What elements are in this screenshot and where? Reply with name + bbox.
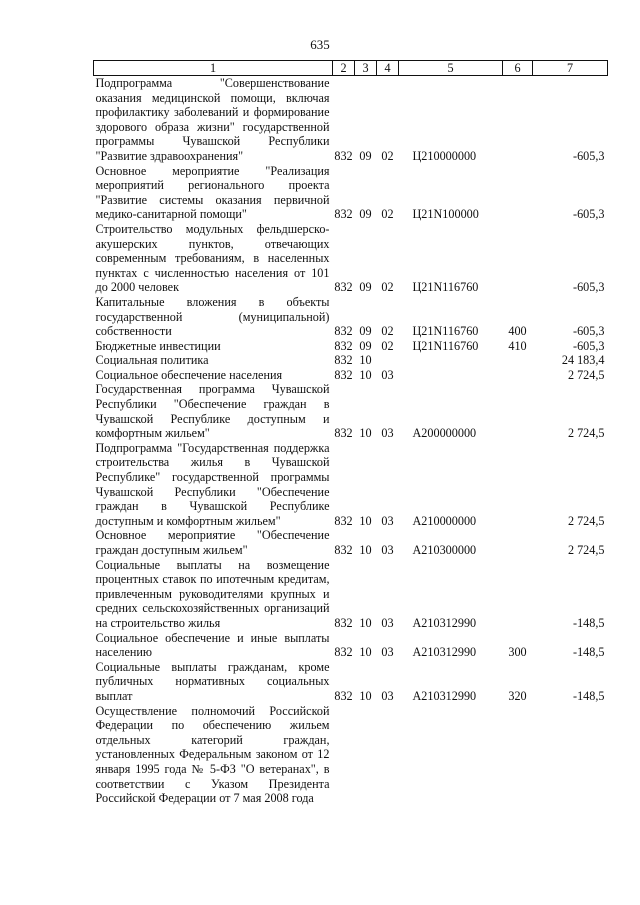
subsection-code-cell: 03 [381, 645, 394, 660]
expense-type-code-cell [503, 353, 533, 368]
amount-cell: -148,5 [573, 688, 605, 703]
grbs-code-cell: 832 [334, 280, 353, 295]
expense-type-code-cell: 320 [508, 688, 527, 703]
table-row [94, 382, 608, 440]
page-number: 635 [310, 37, 330, 52]
section-code-cell: 10 [359, 688, 372, 703]
amount-cell: -148,5 [573, 645, 605, 660]
subsection-code-cell: 03 [381, 688, 394, 703]
grbs-code-cell: 832 [334, 688, 353, 703]
section-code-cell: 10 [359, 513, 372, 528]
subsection-code-cell: 02 [381, 148, 394, 163]
grbs-code-cell: 832 [334, 615, 353, 630]
target-article-code-cell: A210312990 [412, 688, 477, 703]
expense-type-code-cell [503, 528, 533, 557]
amount-cell: 24 183,4 [561, 353, 605, 368]
target-article-code-cell [399, 353, 503, 368]
section-code-cell: 09 [359, 324, 372, 339]
grbs-code-cell: 832 [334, 645, 353, 660]
amount-cell: -605,3 [573, 148, 605, 163]
table-row [94, 339, 608, 354]
table-row [94, 222, 608, 295]
target-article-code-cell [399, 368, 503, 383]
table-row [94, 164, 608, 222]
target-article-code-cell: A210300000 [412, 543, 477, 557]
grbs-code-cell: 832 [334, 148, 353, 163]
subsection-code-cell: 03 [381, 615, 394, 630]
expense-type-code-cell [503, 441, 533, 529]
subsection-code-cell: 02 [381, 280, 394, 295]
row-name-cell: Капитальные вложения в объекты государственной (муниципальной) собственности [95, 294, 330, 339]
column-header: 2 [333, 61, 355, 76]
expense-type-code-cell [503, 76, 533, 164]
target-article-code-cell: A210312990 [412, 645, 477, 660]
table-header-row [94, 61, 608, 76]
column-header: 6 [503, 61, 533, 76]
table-row [94, 528, 608, 557]
amount-cell: 2 724,5 [567, 426, 605, 441]
row-name-cell: Социальные выплаты гражданам, кроме публичных нормативных социальных выплат [95, 659, 330, 703]
row-name-cell: Бюджетные инвестиции [95, 338, 221, 353]
target-article-code-cell: Ц21N100000 [412, 207, 479, 222]
expense-type-code-cell [503, 368, 533, 383]
subsection-code-cell: 02 [381, 207, 394, 222]
table-row [94, 368, 608, 383]
section-code-cell: 09 [359, 280, 372, 295]
target-article-code-cell: Ц210000000 [412, 148, 477, 163]
amount-cell: -605,3 [573, 338, 605, 353]
target-article-code-cell: Ц21N116760 [412, 338, 479, 353]
grbs-code-cell: 832 [334, 338, 353, 353]
table-row [94, 704, 608, 806]
amount-cell: -605,3 [573, 324, 605, 339]
target-article-code-cell: A210000000 [412, 513, 477, 528]
section-code-cell: 10 [359, 353, 372, 368]
row-name-cell: Основное мероприятие "Обеспечение граждан доступным жильем" [95, 528, 330, 557]
section-code-cell: 10 [359, 367, 372, 382]
table-row [94, 441, 608, 529]
grbs-code-cell: 832 [334, 353, 353, 368]
row-name-cell: Подпрограмма "Совершенствование оказания медицинской помощи, включая профилактику заболеваний и формирование здорового образа жизни" государственной программы Чувашской Республики "Развитие здравоохранения" [95, 76, 330, 163]
section-code-cell: 09 [359, 207, 372, 222]
row-name-cell: Социальные выплаты на возмещение процентных ставок по ипотечным кредитам, привлеченным руководителями крупных и средних сельскохозяйственных организаций на строительство жилья [95, 557, 330, 630]
grbs-code-cell: 832 [334, 513, 353, 528]
row-name-cell: Социальная политика [95, 353, 209, 368]
amount-cell: -605,3 [573, 207, 605, 222]
amount-cell: -605,3 [573, 280, 605, 295]
row-name-cell: Строительство модульных фельдшерско-акушерских пунктов, отвечающих современным требованиям, в населенных пунктах с численностью населения от 101 до 2000 человек [95, 221, 330, 295]
expense-type-code-cell: 410 [508, 338, 527, 353]
section-code-cell [355, 704, 377, 806]
row-name-cell: Основное мероприятие "Реализация мероприятий регионального проекта "Развитие системы оказания первичной медико-санитарной помощи" [95, 163, 330, 222]
column-header: 5 [399, 61, 503, 76]
expense-type-code-cell [503, 704, 533, 806]
column-header: 4 [377, 61, 399, 76]
expense-type-code-cell [503, 558, 533, 631]
subsection-code-cell: 03 [381, 367, 394, 382]
expense-type-code-cell: 300 [508, 645, 527, 660]
grbs-code-cell: 832 [334, 324, 353, 339]
grbs-code-cell: 832 [334, 207, 353, 222]
amount-cell: 2 724,5 [567, 513, 605, 528]
table-row [94, 295, 608, 339]
row-name-cell: Социальное обеспечение и иные выплаты населению [95, 630, 330, 660]
section-code-cell: 10 [359, 426, 372, 441]
section-code-cell: 10 [359, 543, 372, 557]
target-article-code-cell: A210312990 [412, 615, 477, 630]
table-body [94, 76, 608, 806]
subsection-code-cell [377, 704, 399, 806]
subsection-code-cell [377, 353, 399, 368]
table-row [94, 353, 608, 368]
subsection-code-cell: 02 [381, 338, 394, 353]
table-row [94, 76, 608, 164]
grbs-code-cell: 832 [334, 367, 353, 382]
amount-cell: 2 724,5 [567, 543, 605, 557]
grbs-code-cell [333, 704, 355, 806]
subsection-code-cell: 03 [381, 543, 394, 557]
expense-type-code-cell [503, 382, 533, 440]
target-article-code-cell: Ц21N116760 [412, 280, 479, 295]
row-name-cell: Подпрограмма "Государственная поддержка строительства жилья в Чувашской Республике" государственной программы Чувашской Республики "Обеспечение граждан в Чувашской Республике доступным и комфортным жильем" [95, 440, 330, 528]
table-row [94, 660, 608, 704]
expense-type-code-cell: 400 [508, 324, 527, 339]
expense-type-code-cell [503, 164, 533, 222]
amount-cell [533, 704, 608, 806]
row-name-cell: Социальное обеспечение населения [95, 367, 283, 382]
row-name-cell: Осуществление полномочий Российской Федерации по обеспечению жильем отдельных категорий граждан, установленных Федеральным законом от 12 января 1995 года № 5-ФЗ "О ветеранах", в соответствии с Указом Президента Российской Федерации от 7 мая 2008 года [95, 703, 330, 806]
table-row [94, 631, 608, 660]
amount-cell: -148,5 [573, 615, 605, 630]
subsection-code-cell: 03 [381, 513, 394, 528]
subsection-code-cell: 03 [381, 426, 394, 441]
target-article-code-cell: Ц21N116760 [412, 324, 479, 339]
grbs-code-cell: 832 [334, 426, 353, 441]
target-article-code-cell: A200000000 [412, 426, 477, 441]
section-code-cell: 10 [359, 645, 372, 660]
column-header: 7 [533, 61, 608, 76]
section-code-cell: 09 [359, 338, 372, 353]
row-name-cell: Государственная программа Чувашской Республики "Обеспечение граждан в Чувашской Республике доступным и комфортным жильем" [95, 382, 330, 441]
column-header: 1 [94, 61, 333, 76]
grbs-code-cell: 832 [334, 543, 353, 557]
section-code-cell: 09 [359, 148, 372, 163]
target-article-code-cell [399, 704, 503, 806]
section-code-cell: 10 [359, 615, 372, 630]
budget-table [93, 60, 608, 806]
table-row [94, 558, 608, 631]
expense-type-code-cell [503, 222, 533, 295]
column-header: 3 [355, 61, 377, 76]
subsection-code-cell: 02 [381, 324, 394, 339]
amount-cell: 2 724,5 [567, 367, 605, 382]
